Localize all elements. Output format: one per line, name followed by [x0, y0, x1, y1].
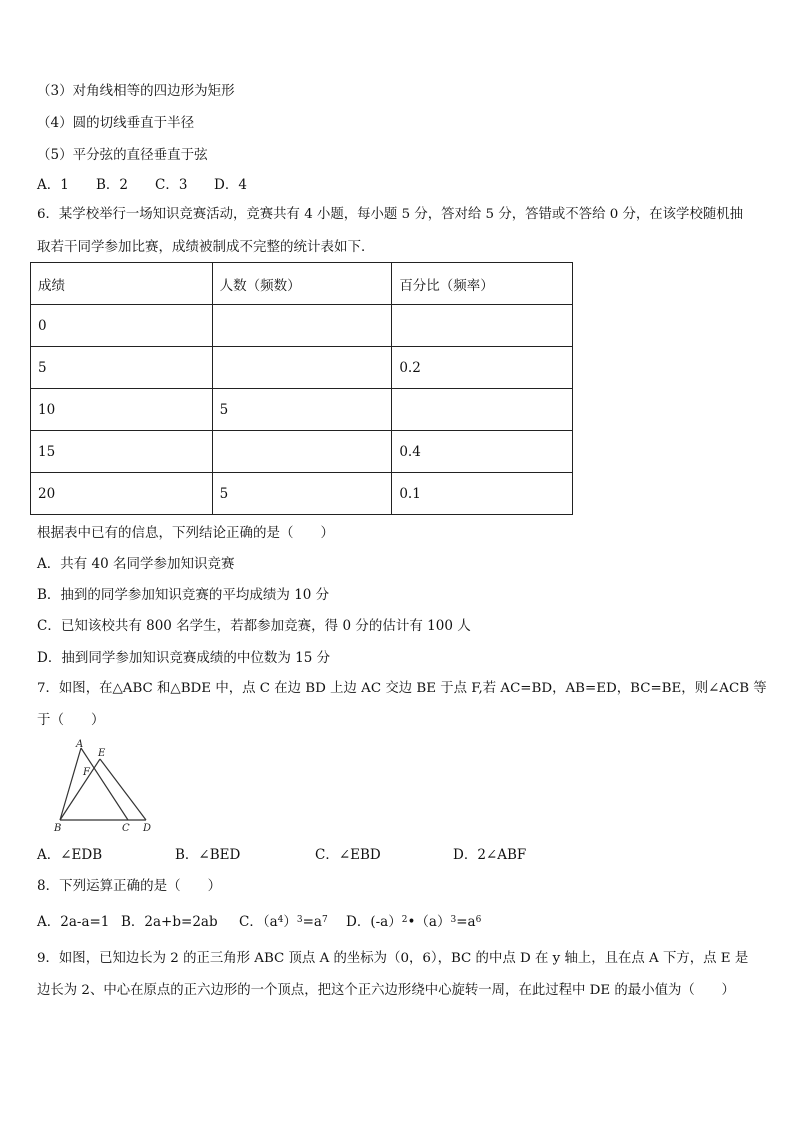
table-cell: 20: [31, 473, 213, 515]
q8-options: [37, 913, 481, 931]
q8-c-exp1: 4: [277, 915, 284, 925]
table-row: [31, 389, 573, 431]
q8-option-c[interactable]: [239, 913, 346, 931]
q9-stem-line1: 9．如图，已知边长为 2 的正三角形 ABC 顶点 A 的坐标为（0，6），BC 的中点 D 在 y 轴上，且在点 A 下方，点 E 是: [37, 951, 749, 966]
table-cell: [392, 305, 573, 347]
q7-stem-line1: 7．如图，在△ABC 和△BDE 中，点 C 在边 BD 上边 AC 交边 BE 于点 F,若 AC=BD，AB=ED，BC=BE，则∠ACB 等: [37, 681, 767, 696]
table-row: [31, 347, 573, 389]
table-cell: 0.1: [392, 473, 573, 515]
table-header-percent: 百分比（频率）: [392, 263, 573, 305]
table-cell: 0.4: [392, 431, 573, 473]
table-row: [31, 473, 573, 515]
q6-statistics-table: [30, 262, 573, 515]
q7-options: [37, 846, 526, 864]
q8-d-post: =a: [456, 914, 476, 930]
q8-option-d[interactable]: [346, 913, 481, 931]
q6-question: 根据表中已有的信息，下列结论正确的是（ ）: [37, 525, 334, 541]
q5-options: [37, 176, 247, 194]
label-d: D: [143, 823, 152, 834]
q8-c-pre: C．（a: [239, 914, 278, 930]
q7-option-d[interactable]: D．2∠ABF: [453, 847, 527, 863]
table-cell: 0: [31, 305, 213, 347]
table-cell: [212, 305, 392, 347]
q6-option-d[interactable]: D．抽到同学参加知识竞赛成绩的中位数为 15 分: [37, 650, 331, 666]
q8-d-exp1: 2: [401, 915, 408, 925]
label-a: A: [76, 739, 84, 750]
q5-statement-4: （4）圆的切线垂直于半径: [37, 115, 195, 131]
q7-triangle-figure: [50, 738, 160, 834]
table-cell: 5: [212, 473, 392, 515]
q7-option-b[interactable]: B．∠BED: [175, 847, 241, 863]
table-cell: [392, 389, 573, 431]
table-cell: 0.2: [392, 347, 573, 389]
table-header-count: 人数（频数）: [212, 263, 392, 305]
q6-option-b[interactable]: B．抽到的同学参加知识竞赛的平均成绩为 10 分: [37, 587, 330, 603]
q5-option-d[interactable]: D．4: [214, 177, 247, 193]
segment-be: [60, 759, 100, 820]
table-header-row: [31, 263, 573, 305]
table-header-score: 成绩: [31, 263, 213, 305]
q5-statement-5: （5）平分弦的直径垂直于弦: [37, 147, 208, 163]
q6-option-c[interactable]: C．已知该校共有 800 名学生，若都参加竞赛，得 0 分的估计有 100 人: [37, 618, 471, 634]
table-cell: 5: [31, 347, 213, 389]
q8-c-exp2: 3: [296, 915, 303, 925]
table-cell: [212, 347, 392, 389]
q7-stem-line2: 于（ ）: [37, 712, 105, 728]
table-cell: 5: [212, 389, 392, 431]
q5-option-c[interactable]: C．3: [155, 177, 188, 193]
q5-statement-3: （3）对角线相等的四边形为矩形: [37, 83, 235, 99]
table-cell: [212, 431, 392, 473]
table-row: [31, 431, 573, 473]
q8-c-post: =a: [302, 914, 322, 930]
q8-option-b[interactable]: B．2a+b=2ab: [121, 914, 218, 930]
label-f: F: [83, 767, 90, 778]
q5-option-a[interactable]: A．1: [37, 177, 69, 193]
label-b: B: [54, 823, 62, 834]
q5-option-b[interactable]: B．2: [96, 177, 129, 193]
label-c: C: [122, 823, 130, 834]
q8-option-a[interactable]: A．2a-a=1: [37, 914, 110, 930]
q7-option-a[interactable]: A．∠EDB: [37, 847, 103, 863]
table-cell: 10: [31, 389, 213, 431]
segment-ab: [60, 748, 81, 820]
q6-stem-line2: 取若干同学参加比赛，成绩被制成不完整的统计表如下．: [37, 239, 375, 255]
table-row: [31, 305, 573, 347]
q6-option-a[interactable]: A．共有 40 名同学参加知识竞赛: [37, 556, 235, 572]
q8-c-mid: ）: [283, 914, 297, 930]
q9-stem-line2: 边长为 2、中心在原点的正六边形的一个顶点，把这个正六边形绕中心旋转一周，在此过程中 DE 的最小值为（ ）: [37, 983, 735, 998]
q8-stem: 8．下列运算正确的是（ ）: [37, 878, 222, 894]
label-e: E: [98, 748, 106, 759]
q7-option-c[interactable]: C．∠EBD: [315, 847, 381, 863]
q8-d-mid: •（a）: [407, 914, 451, 930]
segment-ed: [100, 759, 146, 820]
q8-d-exp3: 6: [475, 915, 482, 925]
q8-d-exp2: 3: [450, 915, 457, 925]
q8-c-exp3: 7: [321, 915, 328, 925]
table-cell: 15: [31, 431, 213, 473]
q8-d-pre: D．(-a）: [346, 914, 402, 930]
q6-stem-line1: 6．某学校举行一场知识竞赛活动，竞赛共有 4 小题，每小题 5 分，答对给 5 分，答错或不答给 0 分，在该学校随机抽: [37, 207, 744, 222]
